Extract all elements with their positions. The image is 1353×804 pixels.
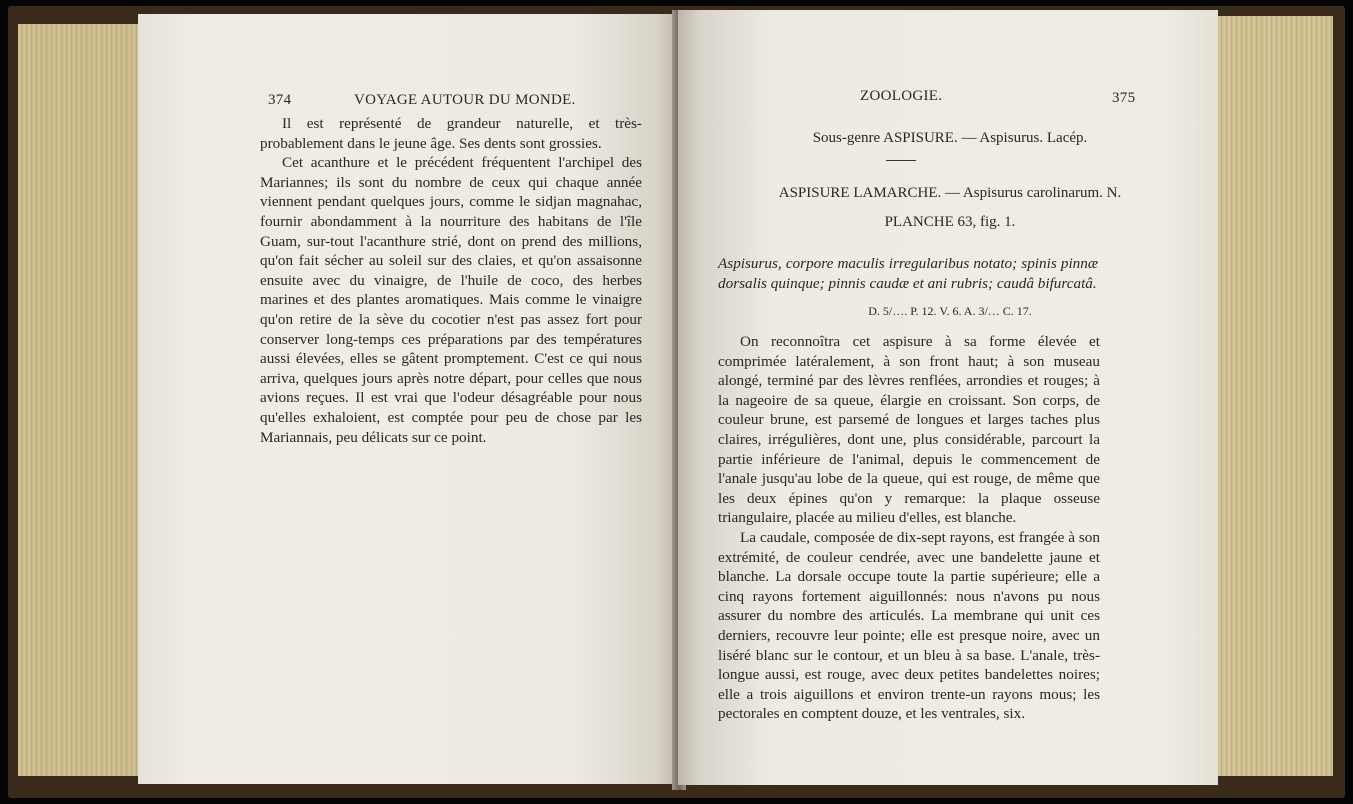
paragraph: Cet acanthure et le précédent fréquentent l'archipel des Mariannes; ils sont du nombre de ceux qui chaque année viennent pendant quelques jours, comme le sidjan magnahac, fournir abondamment à la nourriture des habitans de l'île Guam, sur-tout l'acanthure strié, dont on prend des millions, qu'on fait sécher au soleil sur des claies, et qu'on assaisonne ensuite avec du vinaigre, de l'huile de coco, des herbes marines et des plantes aromatiques. Mais comme le vinaigre qu'on retire de la sève du cocotier n'est pas assez fort pour conserver long-temps ces préparations par des températures aussi élevées, elles se gâtent promptement. C'est ce qui nous arriva, quelques jours après notre départ, pour celles que nous avions reçues. Il est vrai que l'odeur désagréable pour nous qu'elles exhaloient, est comptée pour peu de chose par les Mariannais, peu délicats sur ce point.	[260, 154, 642, 446]
left-page-body	[260, 114, 642, 447]
left-page	[138, 14, 678, 784]
paragraph: Il est représenté de grandeur naturelle, et très-probablement dans le jeune âge. Ses dents sont grossies.	[260, 115, 642, 152]
left-running-title: VOYAGE AUTOUR DU MONDE.	[354, 92, 576, 108]
paragraph: La caudale, composée de dix-sept rayons, est frangée à son extrémité, de couleur cendrée, avec une bandelette jaune et blanche. La dorsale occupe toute la partie supérieure; elle a cinq rayons fortement aiguillonnés: nous n'avons pu nous assurer du nombre des articulés. La membrane qui unit ces derniers, recouvre leur pointe; elle est presque noire, avec un liséré blanc sur le contour, et un bleu à sa base. L'anale, très-longue aussi, est rouge, avec deux petites bandelettes noires; elle a trois aiguillons et environ trente-un rayons mous; les pectorales en comptent douze, et les ventrales, six.	[718, 528, 1100, 723]
plate-reference: PLANCHE 63, fig. 1.	[884, 214, 1016, 230]
section-divider	[886, 160, 916, 161]
right-page-body	[718, 332, 1100, 724]
right-running-title: ZOOLOGIE.	[860, 88, 943, 104]
right-page-edges	[1203, 16, 1333, 776]
paragraph: On reconnoîtra cet aspisure à sa forme élevée et comprimée latéralement, à son front haut; à son museau alongé, terminé par des lèvres renflées, arrondies et rouges; à la nageoire de sa queue, élargie en croissant. Son corps, de couleur brune, est parsemé de longues et larges taches plus claires, irrégulières, dont une, plus considérable, parcourt la partie inférieure de l'animal, depuis le commencement de l'anale jusqu'au lobe de la queue, qui est rouge, de même que les deux épines qu'on y remarque: la plaque osseuse triangulaire, placée au milieu d'elles, est blanche.	[718, 333, 1100, 527]
left-page-number: 374	[268, 92, 292, 108]
right-page-number: 375	[1112, 90, 1136, 106]
right-page	[678, 10, 1218, 785]
fin-formula: D. 5/…. P. 12. V. 6. A. 3/… C. 17.	[868, 304, 1032, 318]
left-page-edges	[18, 24, 138, 776]
species-heading: ASPISURE LAMARCHE. — Aspisurus carolinarum. N.	[778, 185, 1122, 201]
subgenus-heading: Sous-genre ASPISURE. — Aspisurus. Lacép.	[812, 130, 1088, 146]
latin-diagnosis: Aspisurus, corpore maculis irregularibus notato; spinis pinnæ dorsalis quinque; pinnis caudæ et ani rubris; caudâ bifurcatâ.	[718, 255, 1098, 292]
